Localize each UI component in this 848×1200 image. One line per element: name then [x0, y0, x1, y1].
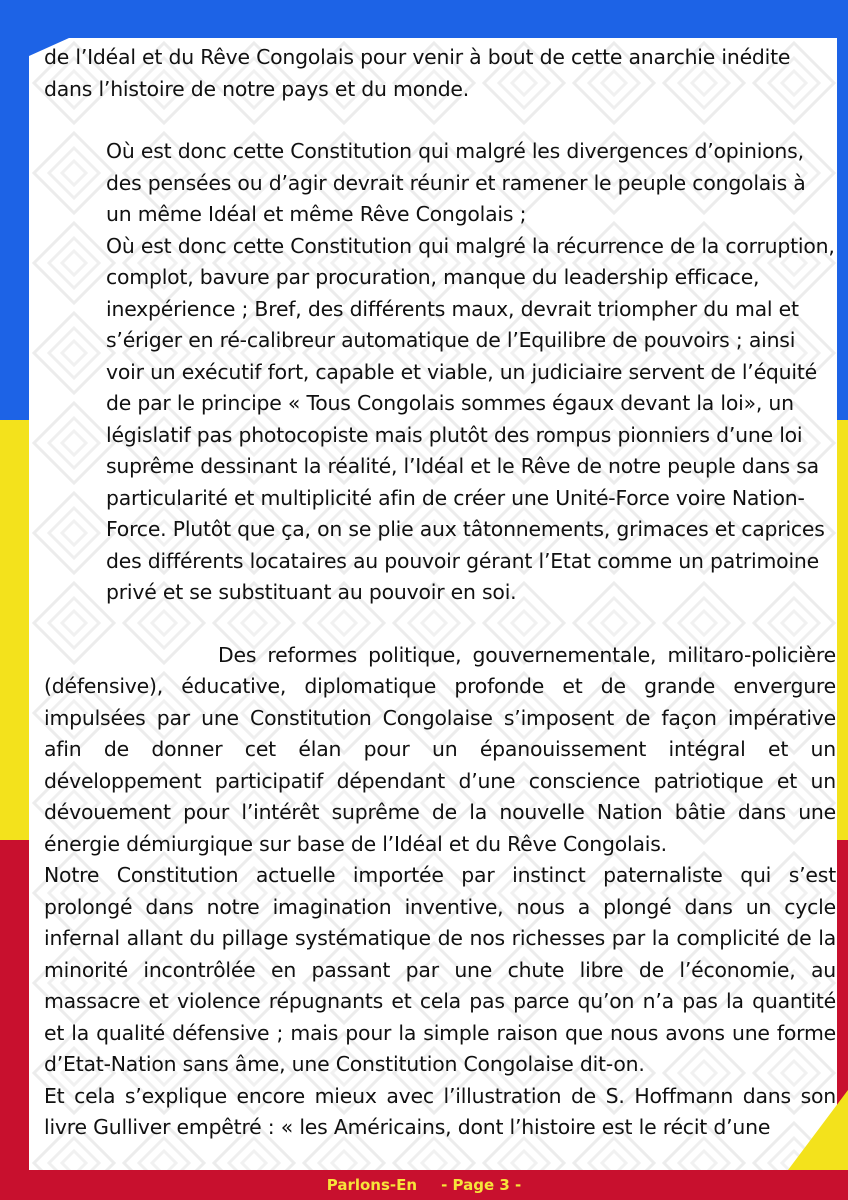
- document-body: [44, 42, 836, 1144]
- top-band: [0, 0, 848, 38]
- page-footer: [0, 1170, 848, 1200]
- paragraph-gap: [44, 609, 836, 640]
- quote-paragraph-2: Où est donc cette Constitution qui malgré la récurrence de la corruption, complot, bavure par procuration, manque du leadership efficace, inexpérience ; Bref, des différents maux, devrait triompher du mal et s’ériger en ré-calibreur automatique de l’Equilibre de pouvoirs ; ainsi voir un exécutif fort, capable et viable, un judiciaire servent de l’équité de par le principe « Tous Congolais sommes égaux devant la loi», un législatif pas photocopiste mais plutôt des rompus pionniers d’une loi suprême dessinant la réalité, l’Idéal et le Rêve de notre peuple dans sa particularité et multiplicité afin de créer une Unité-Force voire Nation-Force. Plutôt que ça, on se plie aux tâtonnements, grimaces et caprices des différents locataires au pouvoir gérant l’Etat comme un patrimoine privé et se substituant au pouvoir en soi.: [106, 233, 835, 604]
- paragraph-constitution: Notre Constitution actuelle importée par instinct paternaliste qui s’est prolongé dans notre imagination inventive, nous a plongé dans un cycle infernal allant du pillage systématique de nos richesses par la complicité de la minorité incontrôlée en passant par une chute libre de l’économie, au massacre et violence répugnants et cela pas parce qu’on n’a pas la quantité et la qualité défensive ; mais pour la simple raison que nous avons une forme d’Etat-Nation sans âme, une Constitution Congolaise dit-on.: [44, 863, 836, 1076]
- quote-paragraph-1: Où est donc cette Constitution qui malgré les divergences d’opinions, des pensées ou d’agir devrait réunir et ramener le peuple congolais à un même Idéal et même Rêve Congolais ;: [106, 139, 806, 226]
- paragraph-gap: [44, 105, 836, 136]
- paragraph-hoffmann: Et cela s’explique encore mieux avec l’illustration de S. Hoffmann dans son livre Gulliver empêtré : « les Américains, dont l’histoire est le récit d’une: [44, 1083, 836, 1139]
- page-number: - Page 3 -: [441, 1176, 522, 1194]
- opening-lines: de l’Idéal et du Rêve Congolais pour venir à bout de cette anarchie inédite dans l’histoire de notre pays et du monde.: [44, 45, 791, 101]
- paragraph-reforms: Des reformes politique, gouvernementale, militaro-policière (défensive), éducative, diplomatique profonde et de grande envergure impulsées par une Constitution Congolaise s’imposent de façon impérative afin de donner cet élan pour un épanouissement intégral et un développement participatif dépendant d’une conscience patriotique et un dévouement pour l’intérêt suprême de la nouvelle Nation bâtie dans une énergie démiurgique sur base de l’Idéal et du Rêve Congolais.: [44, 642, 836, 856]
- quoted-block: [44, 136, 836, 609]
- publication-name: Parlons-En: [326, 1176, 418, 1194]
